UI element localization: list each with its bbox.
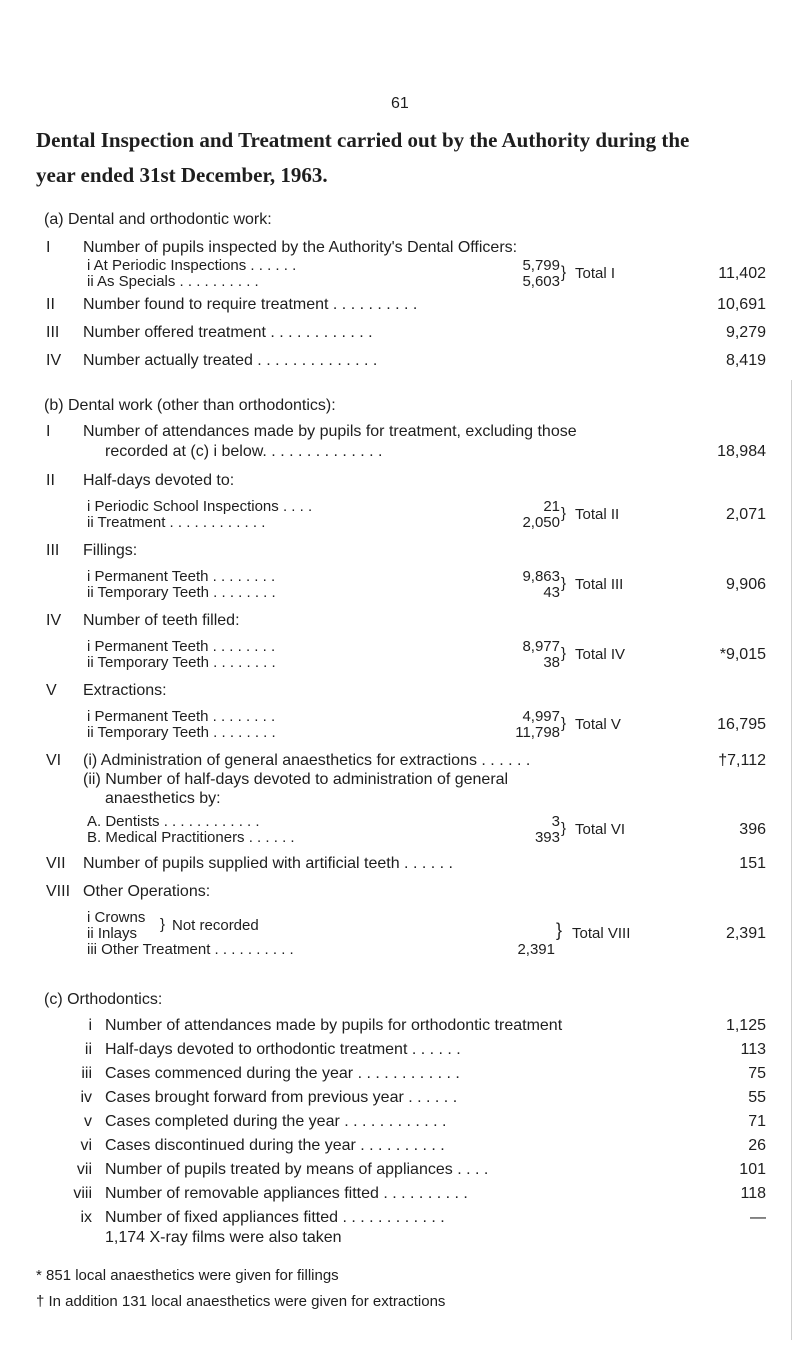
brace-icon: } — [561, 820, 567, 837]
c-row-num: iii — [81, 1065, 92, 1082]
a-II-total: 10,691 — [717, 296, 766, 313]
b-III-total-label: Total III — [575, 576, 624, 593]
b-VIII-num: VIII — [46, 883, 71, 900]
brace-icon: } — [561, 505, 567, 522]
a-I-sub2: ii As Specials . . . . . . . . . . — [87, 273, 259, 290]
b-IV-total: *9,015 — [719, 646, 766, 663]
b-VI-total: 396 — [739, 821, 766, 838]
a-III-total: 9,279 — [725, 324, 766, 341]
brace-icon: } — [561, 715, 567, 732]
b-III-val2: 43 — [543, 584, 560, 601]
b-II-sub2: ii Treatment . . . . . . . . . . . . — [87, 514, 266, 531]
page-title-line1: Dental Inspection and Treatment carried out by the Authority during the — [36, 128, 690, 152]
b-VI-line1: (i) Administration of general anaesthetics for extractions . . . . . . — [83, 752, 531, 769]
c-row-label: Number of fixed appliances fitted . . . . . . . . . . . . — [105, 1209, 445, 1226]
b-VI-total-label: Total VI — [575, 821, 626, 838]
section-a-heading: (a) Dental and orthodontic work: — [44, 211, 272, 228]
b-IV-sub2: ii Temporary Teeth . . . . . . . . — [87, 654, 276, 671]
b-VII-total: 151 — [739, 855, 766, 872]
b-III-label: Fillings: — [83, 542, 138, 559]
c-row-value: 101 — [739, 1161, 766, 1178]
b-V-num: V — [46, 682, 57, 699]
c-row-value: 113 — [740, 1041, 766, 1058]
c-row-label: Number of pupils treated by means of appliances . . . . — [105, 1161, 489, 1178]
section-c-heading: (c) Orthodontics: — [44, 991, 163, 1008]
a-I-total-label: Total I — [575, 265, 616, 282]
b-I-line2: recorded at (c) i below. . . . . . . . . . . . . . — [105, 443, 383, 460]
b-III-sub1: i Permanent Teeth . . . . . . . . — [87, 568, 276, 585]
c-row-label: Cases completed during the year . . . . . . . . . . . . — [105, 1113, 447, 1130]
b-III-num: III — [46, 542, 60, 559]
b-VI-val2: 393 — [534, 829, 560, 846]
b-III-total: 9,906 — [725, 576, 766, 593]
a-IV-label: Number actually treated . . . . . . . . . . . . . . — [83, 352, 378, 369]
c-row-label: Number of attendances made by pupils for orthodontic treatment — [105, 1017, 563, 1034]
b-II-total-label: Total II — [575, 506, 620, 523]
b-V-total: 16,795 — [717, 716, 766, 733]
c-xray-note: 1,174 X-ray films were also taken — [105, 1229, 342, 1246]
b-V-sub2: ii Temporary Teeth . . . . . . . . — [87, 724, 276, 741]
b-V-val1: 4,997 — [522, 708, 560, 725]
b-II-total: 2,071 — [725, 506, 766, 523]
c-row-num: iv — [80, 1089, 92, 1106]
c-row-value: 118 — [740, 1185, 766, 1202]
b-IV-sub1: i Permanent Teeth . . . . . . . . — [87, 638, 276, 655]
b-VI-val1: 3 — [551, 813, 560, 830]
page-title-line2: year ended 31st December, 1963. — [36, 163, 328, 187]
b-IV-num: IV — [46, 612, 62, 629]
c-row-num: ii — [84, 1041, 92, 1058]
b-V-sub1: i Permanent Teeth . . . . . . . . — [87, 708, 276, 725]
b-VI-sub1: A. Dentists . . . . . . . . . . . . — [87, 813, 260, 830]
scan-edge-line — [791, 380, 792, 1340]
c-row-label: Cases commenced during the year . . . . . . . . . . . . — [105, 1065, 460, 1082]
footnote-star: * 851 local anaesthetics were given for fillings — [36, 1267, 339, 1284]
a-IV-num: IV — [46, 352, 62, 369]
brace-icon: } — [561, 575, 567, 592]
b-II-label: Half-days devoted to: — [83, 472, 235, 489]
b-IV-label: Number of teeth filled: — [83, 612, 240, 629]
footnote-dagger: † In addition 131 local anaesthetics were given for extractions — [36, 1293, 446, 1310]
brace-icon: } — [160, 916, 166, 933]
b-IV-val2: 38 — [543, 654, 560, 671]
b-VIII-total: 2,391 — [725, 925, 766, 942]
b-VII-label: Number of pupils supplied with artificial teeth . . . . . . — [83, 855, 453, 872]
c-row-value: 71 — [748, 1113, 766, 1130]
b-IV-total-label: Total IV — [575, 646, 626, 663]
b-VI-sub2: B. Medical Practitioners . . . . . . — [87, 829, 295, 846]
b-VIII-sub3: iii Other Treatment . . . . . . . . . . — [87, 941, 294, 958]
b-VI-line3: anaesthetics by: — [105, 790, 221, 807]
b-VIII-val3: 2,391 — [517, 941, 555, 958]
b-VIII-label: Other Operations: — [83, 883, 211, 900]
b-VIII-total-label: Total VIII — [572, 925, 631, 942]
a-I-val2: 5,603 — [522, 273, 560, 290]
section-b-heading: (b) Dental work (other than orthodontics): — [44, 397, 336, 414]
b-VI-line1-total: †7,112 — [718, 752, 766, 769]
b-III-val1: 9,863 — [522, 568, 560, 585]
b-I-num: I — [46, 423, 51, 440]
b-II-val2: 2,050 — [522, 514, 560, 531]
b-I-total: 18,984 — [717, 443, 766, 460]
a-IV-total: 8,419 — [725, 352, 766, 369]
c-row-num: i — [88, 1017, 92, 1034]
a-I-sub1: i At Periodic Inspections . . . . . . — [87, 257, 297, 274]
b-VII-num: VII — [46, 855, 66, 872]
b-II-val1: 21 — [543, 498, 560, 515]
b-VI-line2: (ii) Number of half-days devoted to administration of general — [83, 771, 509, 788]
a-II-num: II — [46, 296, 55, 313]
brace-icon: } — [561, 645, 567, 662]
a-III-label: Number offered treatment . . . . . . . . . . . . — [83, 324, 373, 341]
c-row-num: vii — [76, 1161, 92, 1178]
a-I-label: Number of pupils inspected by the Authority's Dental Officers: — [83, 239, 518, 256]
b-V-label: Extractions: — [83, 682, 167, 699]
c-row-label: Cases brought forward from previous year . . . . . . — [105, 1089, 458, 1106]
a-I-total: 11,402 — [718, 265, 766, 282]
c-row-label: Cases discontinued during the year . . . . . . . . . . — [105, 1137, 445, 1154]
c-row-label: Number of removable appliances fitted . . . . . . . . . . — [105, 1185, 468, 1202]
a-I-val1: 5,799 — [522, 257, 560, 274]
c-row-value: — — [750, 1209, 766, 1226]
c-row-value: 26 — [748, 1137, 766, 1154]
brace-icon: } — [561, 263, 567, 282]
b-VIII-sub2: ii Inlays — [87, 925, 138, 942]
brace-icon: } — [556, 920, 563, 940]
b-III-sub2: ii Temporary Teeth . . . . . . . . — [87, 584, 276, 601]
b-VIII-not-recorded: Not recorded — [172, 917, 259, 934]
a-III-num: III — [46, 324, 60, 341]
a-II-label: Number found to require treatment . . . . . . . . . . — [83, 296, 418, 313]
b-VIII-sub1: i Crowns — [87, 909, 146, 926]
b-V-val2: 11,798 — [515, 724, 560, 741]
c-row-label: Half-days devoted to orthodontic treatment . . . . . . — [105, 1041, 461, 1058]
c-row-num: ix — [80, 1209, 92, 1226]
page-number: 61 — [391, 95, 409, 112]
c-row-value: 55 — [748, 1089, 766, 1106]
c-row-num: v — [84, 1113, 92, 1130]
b-V-total-label: Total V — [575, 716, 621, 733]
b-VI-num: VI — [46, 752, 62, 769]
c-row-value: 75 — [748, 1065, 766, 1082]
b-II-num: II — [46, 472, 55, 489]
b-IV-val1: 8,977 — [522, 638, 560, 655]
c-row-num: vi — [80, 1137, 92, 1154]
b-II-sub1: i Periodic School Inspections . . . . — [87, 498, 313, 515]
c-row-num: viii — [73, 1185, 92, 1202]
c-row-value: 1,125 — [725, 1017, 766, 1034]
b-I-line1: Number of attendances made by pupils for treatment, excluding those — [83, 423, 577, 440]
a-I-num: I — [46, 239, 51, 256]
